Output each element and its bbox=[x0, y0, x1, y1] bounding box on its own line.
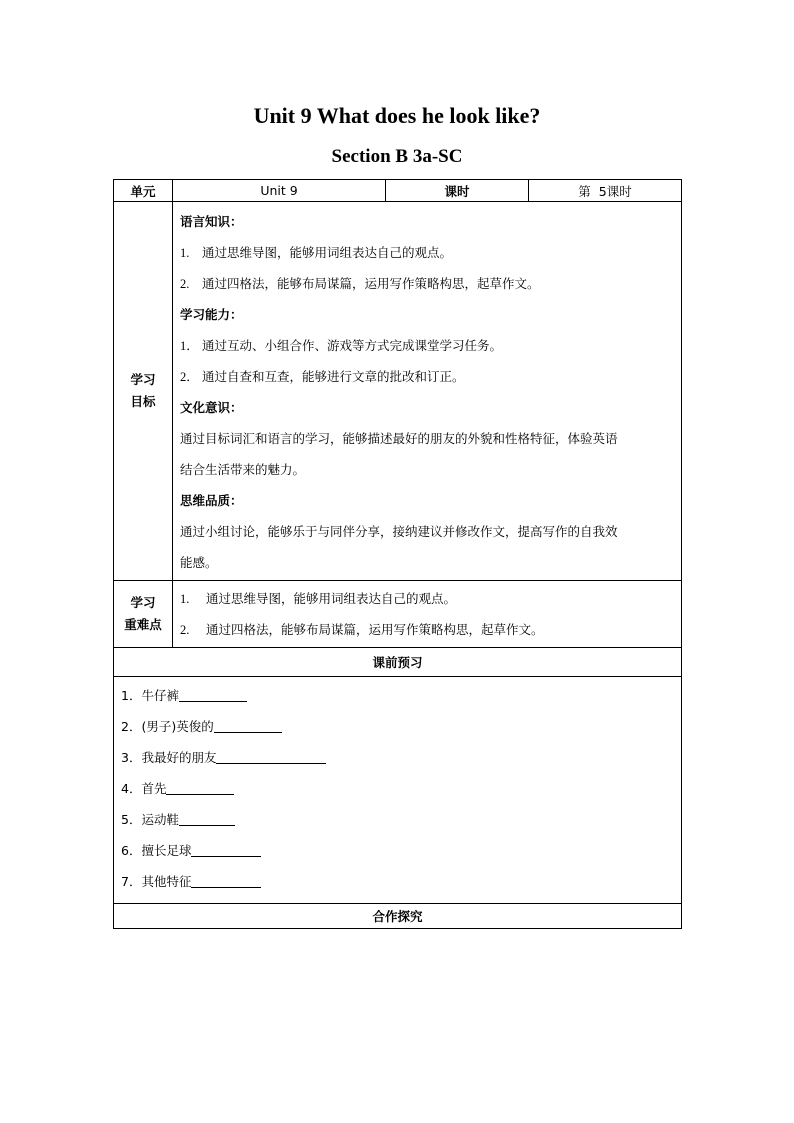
key-points-content bbox=[173, 581, 682, 648]
list-item: 1． 通过互动、小组合作、游戏等方式完成课堂学习任务。 bbox=[180, 338, 503, 353]
ability-heading: 学习能力： bbox=[180, 307, 243, 322]
cooperation-heading-row bbox=[114, 904, 682, 929]
page-subtitle: Section B 3a-SC bbox=[331, 146, 463, 167]
answer-blank[interactable] bbox=[191, 873, 261, 888]
objectives-label bbox=[114, 202, 173, 581]
preview-heading-row bbox=[114, 648, 682, 677]
unit-value: Unit 9 bbox=[173, 180, 386, 202]
list-item: 2． 通过自查和互查，能够进行文章的批改和订正。 bbox=[180, 369, 465, 384]
culture-text-line1: 通过目标词汇和语言的学习，能够描述最好的朋友的外貌和性格特征，体验英语 bbox=[180, 431, 618, 446]
thinking-text-line1: 通过小组讨论，能够乐于与同伴分享，接纳建议并修改作文，提高写作的自我效 bbox=[180, 524, 618, 539]
key-points-label-line2: 重难点 bbox=[124, 617, 162, 632]
key-points-row bbox=[114, 581, 682, 648]
answer-blank[interactable] bbox=[166, 780, 234, 795]
key-points-label-line1: 学习 bbox=[130, 595, 156, 610]
list-item: 5．运动鞋 bbox=[121, 804, 681, 835]
list-item: 1．牛仔裤 bbox=[121, 680, 681, 711]
cooperation-heading: 合作探究 bbox=[114, 904, 682, 929]
page-title: Unit 9 What does he look like? bbox=[253, 103, 541, 128]
preview-row bbox=[114, 677, 682, 904]
list-item: 2．(男子)英俊的 bbox=[121, 711, 681, 742]
list-item: 1. 通过思维导图，能够用词组表达自己的观点。 bbox=[180, 591, 457, 606]
unit-label: 单元 bbox=[114, 180, 173, 202]
preview-content bbox=[114, 677, 682, 904]
answer-blank[interactable] bbox=[179, 811, 235, 826]
list-item: 1. 通过思维导图，能够用词组表达自己的观点。 bbox=[180, 245, 453, 260]
objectives-label-line1: 学习 bbox=[130, 372, 156, 387]
thinking-text-line2: 能感。 bbox=[180, 555, 218, 570]
period-value: 第 5课时 bbox=[529, 180, 682, 202]
list-item: 7．其他特征 bbox=[121, 866, 681, 897]
answer-blank[interactable] bbox=[214, 718, 282, 733]
objectives-row bbox=[114, 202, 682, 581]
lesson-plan-table bbox=[113, 179, 682, 929]
list-item: 2. 通过四格法，能够布局谋篇，运用写作策略构思，起草作文。 bbox=[180, 622, 544, 637]
objectives-content bbox=[173, 202, 682, 581]
preview-heading: 课前预习 bbox=[114, 648, 682, 677]
list-item: 4．首先 bbox=[121, 773, 681, 804]
answer-blank[interactable] bbox=[191, 842, 261, 857]
objectives-label-line2: 目标 bbox=[130, 394, 156, 409]
list-item: 6．擅长足球 bbox=[121, 835, 681, 866]
list-item: 3．我最好的朋友 bbox=[121, 742, 681, 773]
answer-blank[interactable] bbox=[179, 687, 247, 702]
period-label: 课时 bbox=[386, 180, 529, 202]
thinking-heading: 思维品质： bbox=[180, 493, 243, 508]
knowledge-heading: 语言知识： bbox=[180, 214, 243, 229]
culture-heading: 文化意识： bbox=[180, 400, 243, 415]
header-row bbox=[114, 180, 682, 202]
key-points-label bbox=[114, 581, 173, 648]
list-item: 2. 通过四格法，能够布局谋篇，运用写作策略构思，起草作文。 bbox=[180, 276, 540, 291]
culture-text-line2: 结合生活带来的魅力。 bbox=[180, 462, 306, 477]
answer-blank[interactable] bbox=[216, 749, 326, 764]
